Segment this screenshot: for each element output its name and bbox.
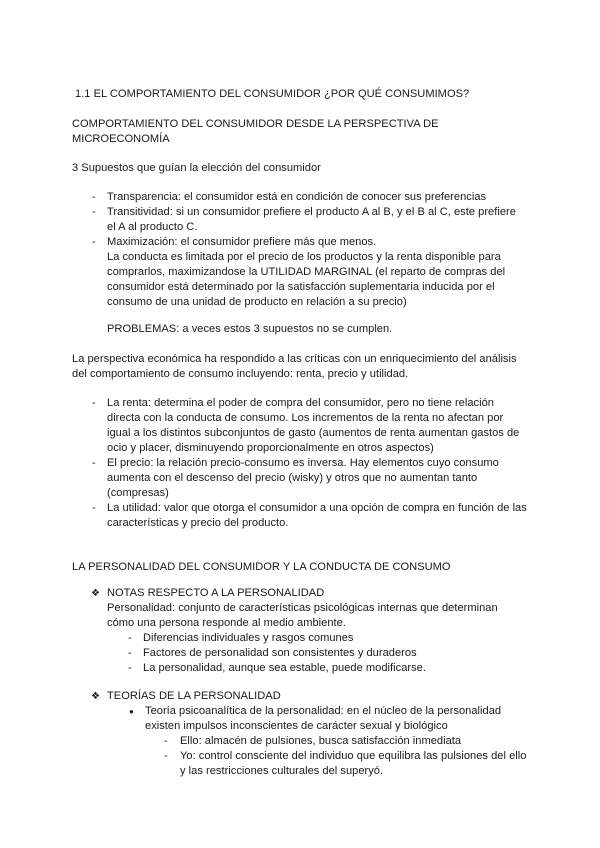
list-item: Transparencia: el consumidor está en condición de conocer sus preferencias — [107, 191, 487, 203]
list-item-cont: ocio y placer, disminuyendo proporcionalmente en otros aspectos) — [107, 442, 434, 454]
dash-bullet: - — [92, 502, 96, 514]
section1-intro: 3 Supuestos que guían la elección del consumidor — [72, 162, 321, 174]
dash-bullet: - — [92, 457, 96, 469]
list-item-cont: La conducta es limitada por el precio de los productos y la renta disponible para — [107, 251, 501, 263]
list-item-cont: aumenta con el descenso del precio (wisky) y otros que no aumentan tanto — [107, 472, 478, 484]
list-item: Yo: control consciente del individuo que equilibra las pulsiones del ello — [180, 750, 527, 762]
list-item: La utilidad: valor que otorga el consumidor a una opción de compra en función de las — [107, 502, 527, 514]
dash-bullet: - — [92, 236, 96, 248]
dash-bullet: - — [128, 662, 132, 674]
list-item-cont: existen impulsos inconscientes de carácter sexual y biológico — [145, 720, 448, 732]
personality-definition-line1: Personalidad: conjunto de características psicológicas internas que determinan — [107, 602, 498, 614]
list-item-cont: (compresas) — [107, 487, 169, 499]
section2-paragraph-line1: La perspectiva económica ha respondido a las críticas con un enriquecimiento del análisis — [72, 353, 517, 365]
dash-bullet: - — [128, 647, 132, 659]
list-item-cont: consumidor está determinado por la satisfacción suplementaria inducida por el — [107, 281, 495, 293]
list-item-cont: directa con la conducta de consumo. Los incrementos de la renta no afectan por — [107, 412, 504, 424]
list-item-cont: igual a los distintos subconjuntos de gasto (aumentos de renta aumentan gastos de — [107, 427, 520, 439]
dash-bullet: - — [92, 191, 96, 203]
list-item-cont: y las restricciones culturales del superyó. — [180, 765, 384, 777]
list-item: Factores de personalidad son consistentes y duraderos — [143, 647, 417, 659]
section1-heading-line2: MICROECONOMÍA — [72, 133, 170, 145]
list-item: Teoría psicoanalítica de la personalidad: en el núcleo de la personalidad — [145, 705, 502, 717]
list-item: Transitividad: si un consumidor prefiere el producto A al B, y el B al C, este prefiere — [107, 206, 516, 218]
list-item: El precio: la relación precio-consumo es inversa. Hay elementos cuyo consumo — [107, 457, 499, 469]
section3-heading: LA PERSONALIDAD DEL CONSUMIDOR Y LA CONDUCTA DE CONSUMO — [72, 561, 451, 573]
personality-definition-line2: cómo una persona responde al medio ambiente. — [107, 617, 346, 629]
dash-bullet: - — [164, 750, 168, 762]
list-item-cont: consumo de una unidad de producto en relación a su precio) — [107, 296, 407, 308]
list-item: La personalidad, aunque sea estable, puede modificarse. — [143, 662, 426, 674]
list-item: La renta: determina el poder de compra del consumidor, pero no tiene relación — [107, 397, 494, 409]
list-item: Maximización: el consumidor prefiere más que menos. — [107, 236, 377, 248]
dash-bullet: - — [92, 397, 96, 409]
list-item-cont: características y precio del producto. — [107, 517, 289, 529]
dash-bullet: - — [164, 735, 168, 747]
list-item-cont: comprarlos, maximizandose la UTILIDAD MARGINAL (el reparto de compras del — [107, 266, 506, 278]
theories-title: TEORÍAS DE LA PERSONALIDAD — [107, 690, 281, 702]
section1-heading-line1: COMPORTAMIENTO DEL CONSUMIDOR DESDE LA PERSPECTIVA DE — [72, 118, 439, 130]
problems-note: PROBLEMAS: a veces estos 3 supuestos no se cumplen. — [107, 323, 393, 335]
dash-bullet: - — [92, 206, 96, 218]
diamond-bullet-icon: ❖ — [91, 588, 100, 599]
section2-paragraph-line2: del comportamiento de consumo incluyendo: renta, precio y utilidad. — [72, 368, 409, 380]
notes-title: NOTAS RESPECTO A LA PERSONALIDAD — [107, 587, 325, 599]
list-item: Diferencias individuales y rasgos comunes — [143, 632, 354, 644]
dash-bullet: - — [128, 632, 132, 644]
dot-bullet-icon: ● — [129, 707, 134, 716]
list-item: Ello: almacén de pulsiones, busca satisfacción inmediata — [180, 735, 462, 747]
list-item-cont: el A al producto C. — [107, 221, 198, 233]
document-title: 1.1 EL COMPORTAMIENTO DEL CONSUMIDOR ¿POR QUÉ CONSUMIMOS? — [75, 88, 470, 100]
diamond-bullet-icon: ❖ — [91, 691, 100, 702]
